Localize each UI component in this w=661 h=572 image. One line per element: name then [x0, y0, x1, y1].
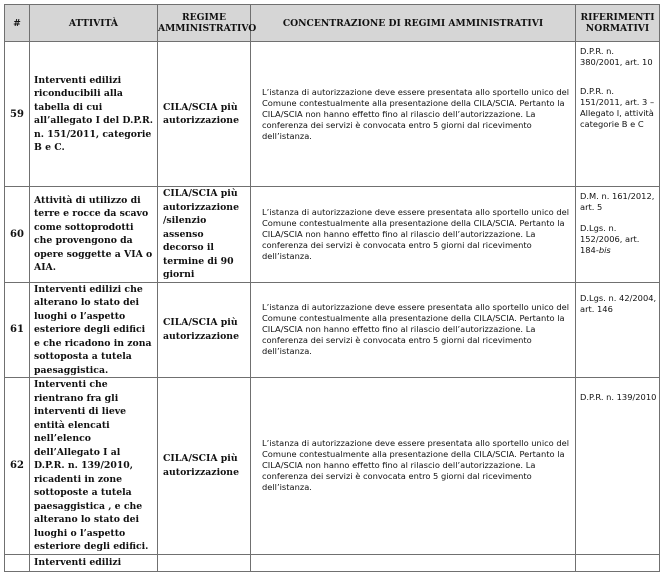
row-riferimenti [576, 42, 660, 187]
riferimento: D.M. n. 161/2012, art. 5 [580, 191, 655, 212]
row-number: 59 [5, 42, 30, 187]
row-riferimenti [576, 554, 660, 571]
row-concentrazione: L’istanza di autorizzazione deve essere presentata allo sportello unico del Comune contestualmente alla presentazione della CILA/SCIA. Pertanto la CILA/SCIA non hanno effetto fino al rilascio dell’autorizzazione. La conferenza dei servizi è convocata entro 5 giorni dal ricevimento dell’istanza. [251, 42, 576, 187]
table-row [5, 282, 660, 378]
table-row [5, 42, 660, 187]
header-regime-line2: AMMINISTRATIVO [158, 23, 257, 34]
row-attivita: Interventi edilizi riconducibili alla tabella di cui all’allegato I del D.P.R. n. 151/2011, categorie B e C. [30, 42, 158, 187]
row-regime: CILA/SCIA più autorizzazione /silenzio assenso decorso il termine di 90 giorni [158, 187, 251, 283]
row-attivita: Interventi edilizi [30, 554, 158, 571]
row-regime: CILA/SCIA più autorizzazione [158, 282, 251, 378]
row-number: 60 [5, 187, 30, 283]
header-attivita: ATTIVITÀ [30, 5, 158, 42]
header-regime-line1: REGIME [182, 12, 226, 23]
table-row [5, 378, 660, 555]
row-number: 61 [5, 282, 30, 378]
row-concentrazione: L’istanza di autorizzazione deve essere presentata allo sportello unico del Comune contestualmente alla presentazione della CILA/SCIA. Pertanto la CILA/SCIA non hanno effetto fino al rilascio dell’autorizzazione. La conferenza dei servizi è convocata entro 5 giorni dal ricevimento dell’istanza. [251, 282, 576, 378]
row-regime: CILA/SCIA più autorizzazione [158, 378, 251, 555]
header-riferimenti [576, 5, 660, 42]
row-attivita: Interventi edilizi che alterano lo stato dei luoghi o l’aspetto esteriore degli edifici e che ricadono in zona sottoposta a tutela paesaggistica. [30, 282, 158, 378]
riferimento-text: D.Lgs. n. 152/2006, art. 184- [580, 223, 640, 255]
riferimento: D.P.R. n. 380/2001, art. 10 [580, 46, 653, 67]
table-row [5, 187, 660, 283]
row-concentrazione [251, 554, 576, 571]
riferimento [580, 223, 657, 256]
header-riferimenti-line1: RIFERIMENTI [580, 12, 655, 23]
row-attivita: Interventi che rientrano fra gli interventi di lieve entità elencati nell’elenco dell’Allegato I al D.P.R. n. 139/2010, ricadenti in zone sottoposte a tutela paesaggistica , e che alterano lo stato dei luoghi o l’aspetto esteriore degli edifici. [30, 378, 158, 555]
header-concentrazione: CONCENTRAZIONE DI REGIMI AMMINISTRATIVI [251, 5, 576, 42]
row-riferimenti [576, 378, 660, 555]
header-riferimenti-line2: NORMATIVI [585, 23, 650, 34]
riferimento: D.P.R. n. 139/2010 [580, 392, 657, 402]
row-regime: CILA/SCIA più autorizzazione [158, 42, 251, 187]
row-concentrazione: L’istanza di autorizzazione deve essere presentata allo sportello unico del Comune contestualmente alla presentazione della CILA/SCIA. Pertanto la CILA/SCIA non hanno effetto fino al rilascio dell’autorizzazione. La conferenza dei servizi è convocata entro 5 giorni dal ricevimento dell’istanza. [251, 378, 576, 555]
row-number: 62 [5, 378, 30, 555]
row-riferimenti [576, 282, 660, 378]
row-attivita: Attività di utilizzo di terre e rocce da scavo come sottoprodotti che provengono da opere soggette a VIA o AIA. [30, 187, 158, 283]
riferimento: D.Lgs. n. 42/2004, art. 146 [580, 292, 657, 314]
table-header-row [5, 5, 660, 42]
header-regime [158, 5, 257, 42]
row-riferimenti [576, 187, 660, 283]
row-concentrazione: L’istanza di autorizzazione deve essere presentata allo sportello unico del Comune contestualmente alla presentazione della CILA/SCIA. Pertanto la CILA/SCIA non hanno effetto fino al rilascio dell’autorizzazione. La conferenza dei servizi è convocata entro 5 giorni dal ricevimento dell’istanza. [251, 187, 576, 283]
table-row-partial [5, 554, 660, 571]
regimi-table [4, 4, 660, 572]
header-num: # [5, 5, 30, 42]
riferimento-suffix: bis [598, 245, 611, 255]
row-number [5, 554, 30, 571]
riferimento: D.P.R. n. 151/2011, art. 3 – Allegato I, attività categorie B e C [580, 86, 655, 129]
row-regime [158, 554, 251, 571]
